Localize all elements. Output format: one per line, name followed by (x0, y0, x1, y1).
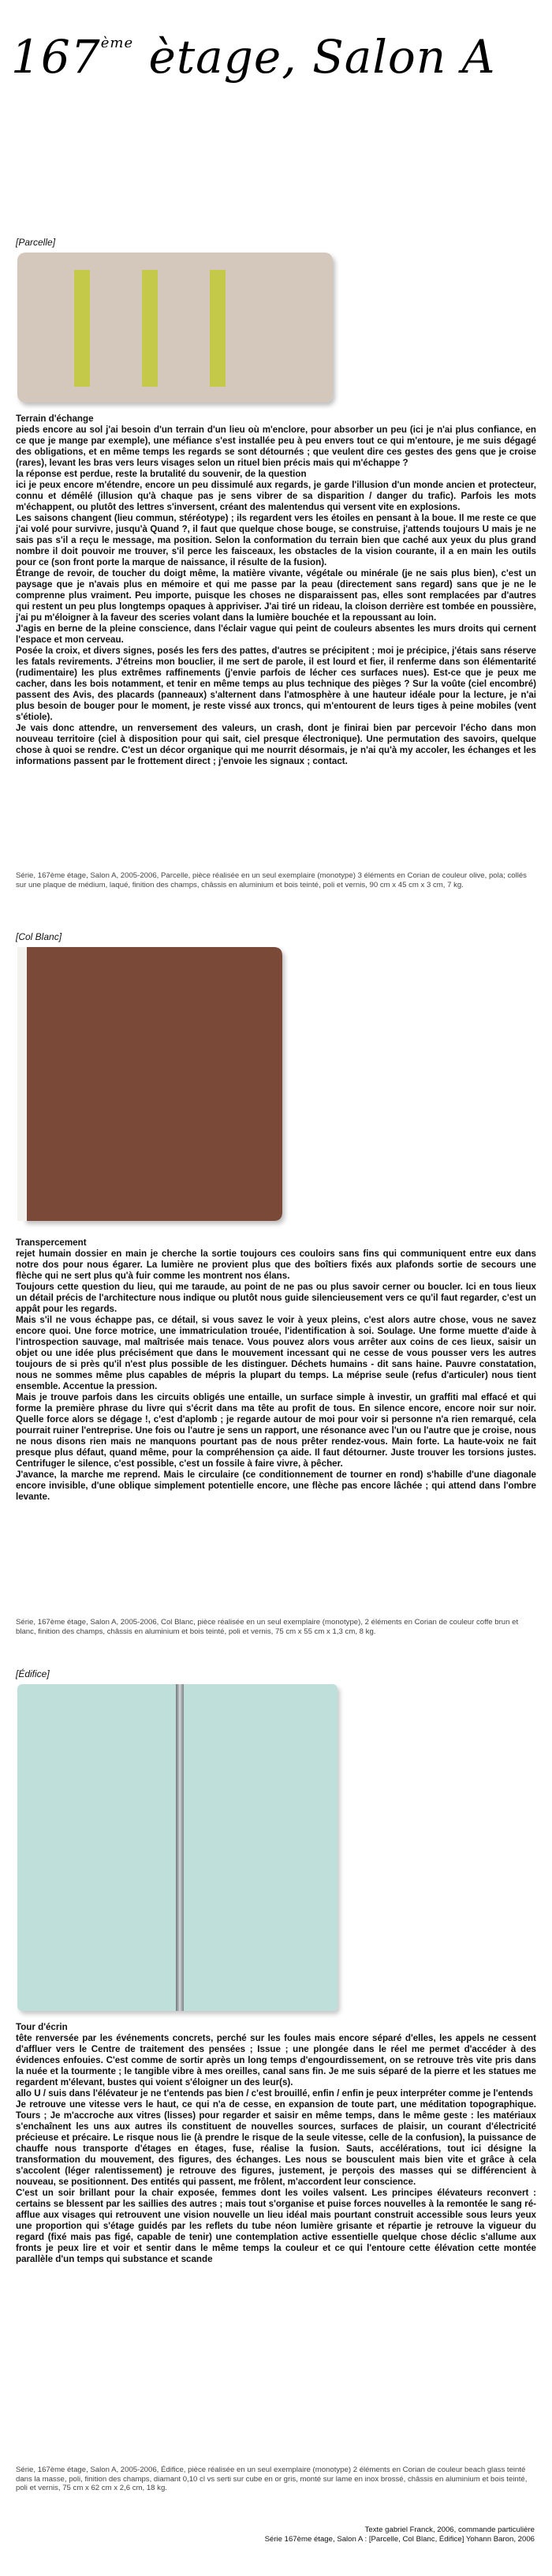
text-edifice (16, 2022, 536, 2265)
credits (265, 2525, 535, 2544)
paragraph: Les saisons changent (lieu commun, stéréotype) ; ils regardent vers les étoiles en pensant à la boue. Il me reste ce que j'ai volé pour survivre, jusqu'à Quand ?, il faut que quelque chose bouge, se construise, j'attends toujours U mais je ne sais pas s'il a reçu le message, ma position. Selon la conformation du terrain bien que caché aux yeux du plus grand nombre il doit pouvoir me trouver, s'il perce les faisceaux, les obstacles de la vision courante, il a en main les outils pour ce (son front porte la marque de naissance, il résulte de la fusion). (16, 513, 536, 567)
paragraph: Je retrouve une vitesse vers le haut, ce qui n'a de cesse, en expansion de toute part, une méditation topographique. Tours ; Je m'accroche aux vitres (lisses) pour regarder et saisir en même temps, dans le même geste : les matériaux s'enchaînent les uns aux autres ils constituent de nouvelles sources, surfaces de plaisir, un courant d'électricité précieuse et précaire. Le risque nous lie (à prendre le risque de la seule vitesse, celle de la confusion), la puissance de chauffe nous transporte d'étages en étages, fuse, réalise la fusion. Sauts, accélérations, tout ici désigne la transformation du mouvement, des figures, des échanges. Les nous se bousculent mais bien vite et grâce à cela s'accolent (léger ralentissement) je retrouve des figures, justement, je perçois des masses qui se différencient à nouveau, se positionnent. Des entités qui passent, me frôlent, m'accordent leur conscience. (16, 2099, 536, 2187)
paragraph: Mais s'il ne vous échappe pas, ce détail, si vous savez le voir à yeux pleins, c'est alors autre chose, vous ne savez encore quoi. Une force motrice, une immatriculation trouée, l'identification à soi. Soulage. Une forme muette d'aide à l'introspection sauvage, mal maîtrisée mais tenace. Vous pouvez alors vous arrêter aux coins de ces lieux, saisir un objet ou une idée plus précisément que dans le mouvement incessant qui ne cesse de vous pousser vers les autres toujours de si près qu'il n'est plus possible de les distinguer. Déchets humains - dit sans haine. Pauvre constatation, nous ne sommes même plus capables de mépris la plupart du temps. La méprise seule (refus d'articuler) nous tient ensemble. Accentue la pression. (16, 1315, 536, 1391)
paragraph: Étrange de revoir, de toucher du doigt même, la matière vivante, végétale ou minérale (je ne sais plus bien), c'est un paysage que je n'avais plus en mémoire et qui me passe par la peau (directement sans regard) sans que je ne le comprenne plus vraiment. Peu importe, puisque les choses ne disparaissent pas, elles sont remplacées par d'autres qui restent un peu plus longtemps opaques à appriviser. J'ai tiré un rideau, la cloison derrière est tombée en poussière, j'ai pu m'éloigner à la faveur des sceries volant dans la lumière bouchée et la repoussant au loin. (16, 568, 536, 623)
subtitle: Terrain d'échange (16, 414, 94, 424)
paragraph: la réponse est perdue, reste la brutalité du souvenir, de la question (16, 469, 307, 479)
subtitle: Transpercement (16, 1237, 87, 1248)
artwork-edifice (16, 1683, 347, 2023)
page-title: 167ème ètage, Salon A (11, 30, 496, 84)
parcelle-bar-3 (210, 270, 226, 387)
paragraph: J'avance, la marche me reprend. Mais le circulaire (ce conditionnement de tourner en rond) s'habille d'une diagonale encore invisible, d'une oblique simplement potentielle encore, une flèche pas encore lâchée ; qui attend dans l'ombre levante. (16, 1470, 536, 1502)
edifice-image (16, 1683, 347, 2019)
artwork-colblanc (16, 945, 292, 1234)
text-parcelle (16, 414, 536, 767)
paragraph: rejet humain dossier en main je cherche la sortie toujours ces couloirs sans fins qui communiquent entre eux dans notre dos pour nous égarer. La lumière ne provient plus que des boîtiers fixés aux plafonds sortie de secours une flèche qui ne sert plus qu'à fuir comme les montrent nos élans. (16, 1249, 536, 1281)
parcelle-panel (17, 253, 333, 402)
colblanc-brown-panel (24, 947, 282, 1221)
parcelle-bar-2 (142, 270, 158, 387)
artwork-parcelle (16, 251, 339, 413)
credits-line-1: Texte gabriel Franck, 2006, commande particulière (364, 2525, 535, 2534)
paragraph: allo U / suis dans l'élévateur je ne t'entends pas bien / c'est brouillé, enfin / enfin je peux interpréter comme je l'entends (16, 2088, 533, 2099)
section-label-edifice: [Édifice] (16, 1668, 50, 1679)
caption-edifice: Série, 167ème étage, Salon A, 2005-2006, Édifice, pièce réalisée en un seul exemplaire (monotype) 2 éléments en Corian de couleur beach glass teinté dans la masse, poli, finition des champs, diamant 0,10 cl vs serti sur cube en or gris, monté sur lame en inox brossé, châssis en aluminium et bois teinté, poli et vernis, 75 cm x 62 cm x 2,6 cm, 18 kg. (16, 2466, 528, 2493)
section-label-colblanc: [Col Blanc] (16, 931, 62, 942)
paragraph: tête renversée par les événements concrets, perché sur les foules mais encore séparé d'elles, les appels ne cessent d'affluer vers le Centre de traitement des pensées ; Issue ; une plongée dans le réel me permet d'accéder à des évidences enfouies. C'est comme de sortir après un long temps d'engourdissement, on se retrouve très vite pris dans la nuée et la tourmente ; le tangible vibre à mes oreilles, canal sans fin. Je me suis séparé de la pierre et les statues me regardent m'élevant, bustes qui voient s'éloigner un des leur(s). (16, 2033, 536, 2087)
text-colblanc (16, 1237, 536, 1503)
paragraph: Je vais donc attendre, un renversement des valeurs, un crash, dont je finirai bien par percevoir l'écho dans mon nouveau territoire (ciel à disposition pour qui sait, ciel presque électronique). Une permutation des savoirs, quelque chose à quoi se rendre. C'est un décor organique qui me nourrit désormais, je n'ai qu'à my accoler, les échanges et les informations passent par le frottement direct ; j'envoie les signaux ; contact. (16, 723, 536, 766)
colblanc-image (16, 945, 292, 1230)
parcelle-image (16, 251, 339, 409)
subtitle: Tour d'écrin (16, 2022, 68, 2032)
credits-line-2: Série 167ème étage, Salon A : [Parcelle, Col Blanc, Édifice] Yohann Baron, 2006 (264, 2535, 535, 2544)
caption-colblanc: Série, 167ème étage, Salon A, 2005-2006, Col Blanc, pièce réalisée en un seul exemplaire (monotype), 2 éléments en Corian de couleur coffe brun et blanc, finition des champs, châssis en aluminium et bois teinté, poli et vernis, 75 cm x 55 cm x 1,3 cm, 8 kg. (16, 1618, 519, 1636)
paragraph: Posée la croix, et divers signes, posés les fers des pattes, d'autres se précipitent ; moi je précipice, j'étais sans réserve les fatals revirements. J'étreins mon bouclier, il me sert de parole, il est lourd et fier, il renferme dans son élémentarité (rudimentaire) les plus extrêmes raffinements (j'envie parfois de lécher ces surfaces nues). Est-ce que je peux me cacher, dans les bois notamment, et tenir en même temps au plus technique des pièges ? Sur la voûte (ciel encombré) passent des Avis, des placards (panneaux) s'alternent dans l'atmosphère à une hauteur idéale pour la lecture, je n'ai plus besoin de bouger pour le moment, je reste vissé aux troncs, qui m'entourent de leurs tiges à peine mobiles (vent s'étiole). (16, 646, 536, 722)
paragraph: Mais je trouve parfois dans les circuits obligés une entaille, un surface simple à investir, un graffiti mal effacé et qui forme la première phrase du livre qui s'écrit dans ma tête au profit de tous. En silence encore, encore noir sur noir. Quelle force alors se dégage !, c'est d'aplomb ; je regarde autour de moi pour voir si personne n'a rien remarqué, cela pourrait ruiner l'entreprise. Une fois ou l'autre je sens un rapport, une résonance avec l'un ou l'autre que je croise, nous ne nous disons rien mais ne manquons pourtant pas de nous prêter rendez-vous. Main forte. La haute-voix ne fait presque plus défaut, quand même, pour la compréhension ça aide. Il faut détourner. Juste trouver les torsions justes. Centrifuger le silence, c'est possible, c'est un fossile à faire vivre, à pêcher. (16, 1392, 536, 1469)
parcelle-bar-1 (74, 270, 90, 387)
paragraph: C'est un soir brillant pour la chair exposée, femmes dont les voiles valsent. Les principes élévateurs reconvert : certains se blessent par les saillies des autres ; mais tout s'organise et puise forces nouvelles à la remontée le sang ré-afflue aux visages qui retrouvent une vision nouvelle un lieu idéal mais pourtant construit accessible sous leurs yeux une proportion qui s'étage guidés par les reflets du tube néon lumière grisante et répartie je retrouve la vigueur du regard (fixé mais pas figé, capable de tenir) une contemplation active essentielle quelque chose déclic s'allume aux fronts je peux lire et voir et sentir dans le même temps la couleur et ce qui l'entoure cette élévation cette montée parallèle d'un temps qui substance et scande (16, 2188, 536, 2264)
paragraph: pieds encore au sol j'ai besoin d'un terrain d'un lieu où m'enclore, pour absorber un peu (ici je n'ai plus confiance, en ce que je mange par exemple), une méfiance s'est installée peu à peu envers tout ce qui m'entoure, je me suis dégagé des obligations, et en même temps les regards se sont détournés ; que veulent dire ces gestes des gens que je croise (rares), levant les bras vers leurs visages selon un rituel bien précis mais qui m'échappe ? (16, 425, 536, 468)
section-label-parcelle: [Parcelle] (16, 237, 56, 248)
caption-parcelle: Série, 167ème étage, Salon A, 2005-2006, Parcelle, pièce réalisée en un seul exemplaire (monotype) 3 éléments en Corian de couleur olive, pola; collés sur une plaque de médium, laqué, finition des champs, châssis en aluminium et bois teinté, poli et vernis, 90 cm x 45 cm x 3 cm, 7 kg. (16, 871, 527, 889)
paragraph: Toujours cette question du lieu, qui me taraude, au point de ne pas ou plus savoir cerner ou boucler. Ici en tous lieux un détail précis de l'architecture nous indique ou plutôt nous guide silencieusement vers ce qu'il faut regarder, c'est un appât pour les regards. (16, 1282, 536, 1314)
paragraph: J'agis en berne de la pleine conscience, dans l'éclair vague qui peint de couleurs absentes les murs droits qui cernent l'espace et mon cerveau. (16, 623, 536, 645)
paragraph: ici je peux encore m'étendre, encore un peu dissimulé aux regards, je garde l'illusion d'un monde ancien et protecteur, connu et démêlé (illusion qu'à chaque pas je sens vibrer de sa disparition / danger du trafic). Parfois les mots m'échappent, ou plutôt des lettres s'inversent, créant des malentendus qui versent vite en explosions. (16, 480, 536, 512)
colblanc-white-strip (17, 947, 27, 1221)
